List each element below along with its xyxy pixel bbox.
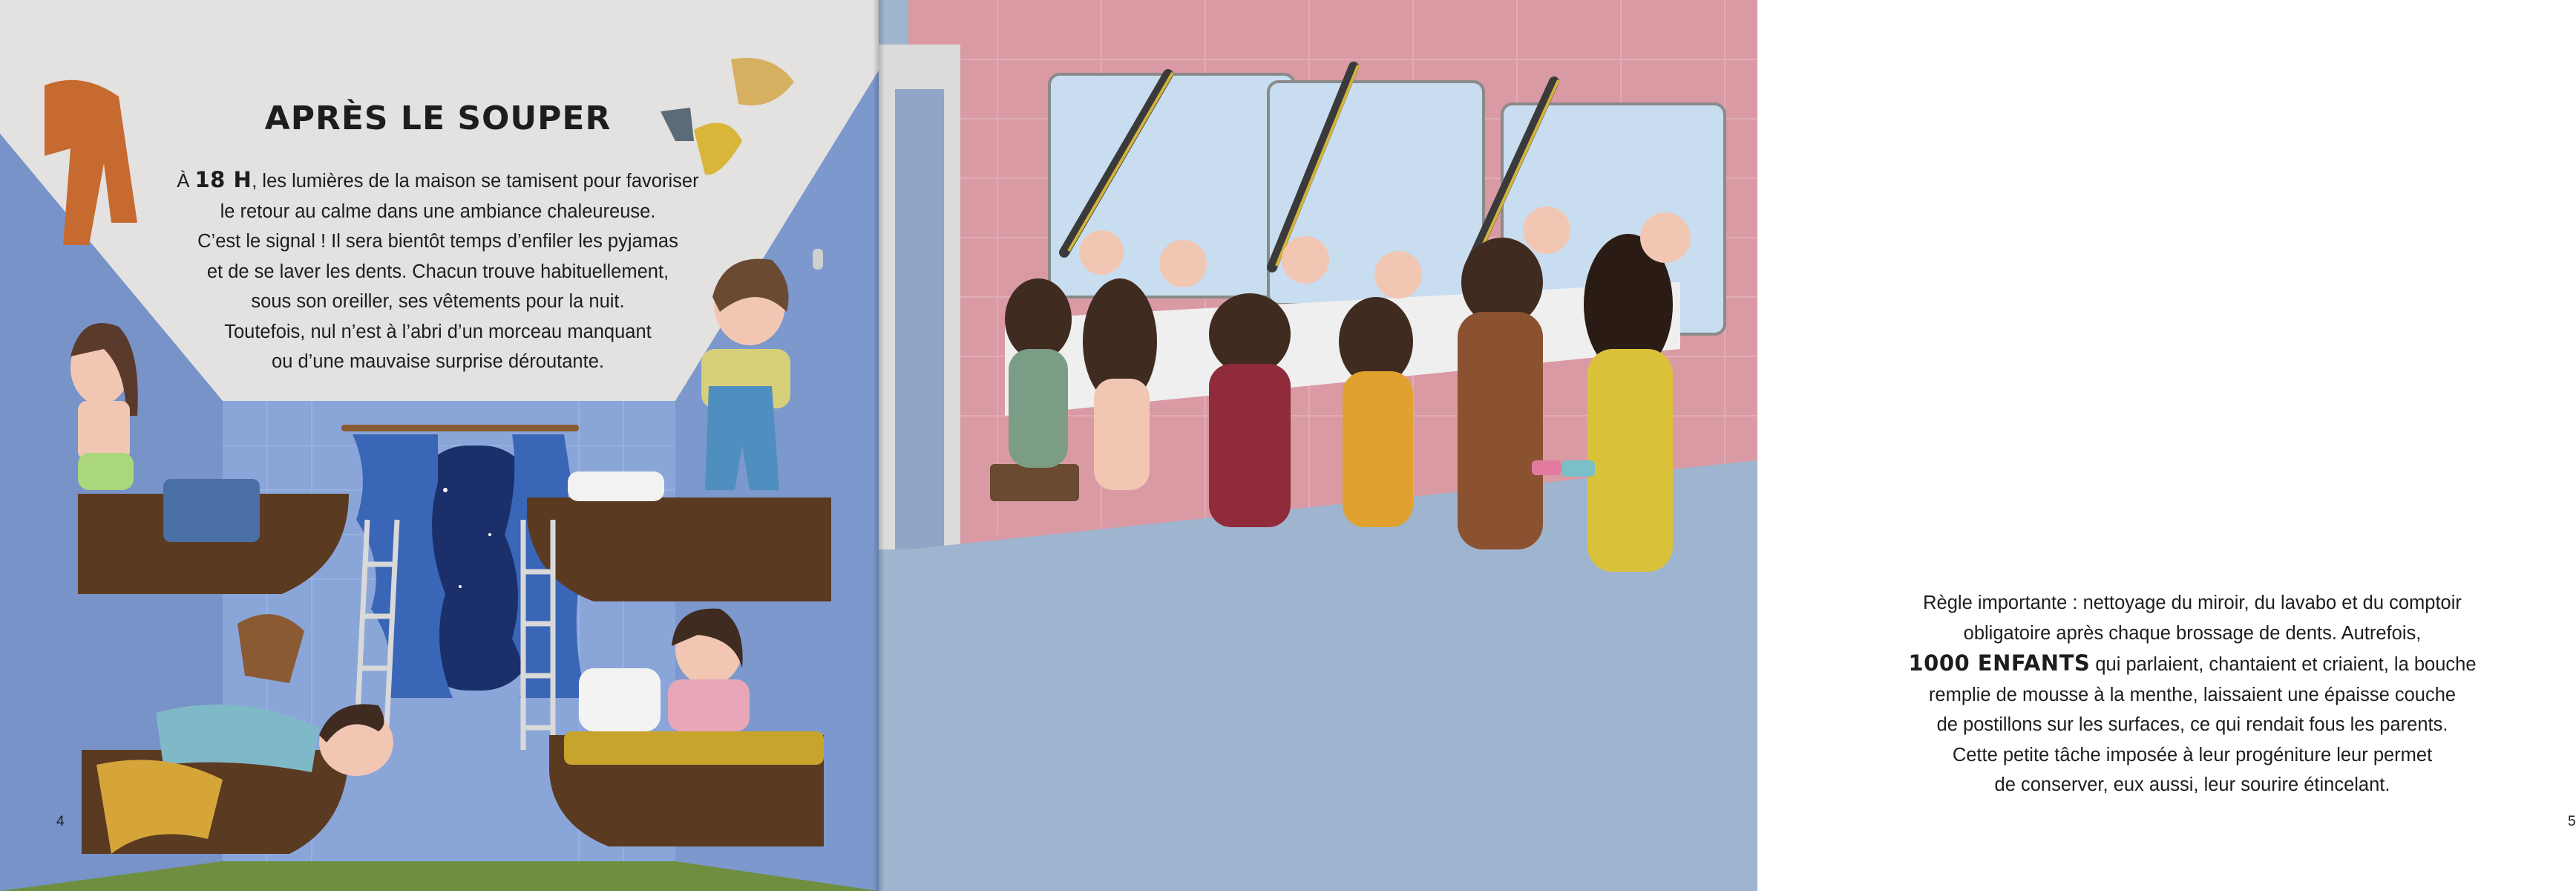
doorway xyxy=(895,89,944,549)
child-back-5 xyxy=(1458,238,1543,549)
child-back-6 xyxy=(1584,234,1673,572)
right-text-block xyxy=(1866,588,2519,800)
time-highlight: 18 H xyxy=(194,167,252,192)
wall-hook xyxy=(813,249,823,270)
right-top-bunk xyxy=(527,497,831,601)
top-pillow xyxy=(568,471,664,501)
step-stool xyxy=(990,464,1079,501)
toothpaste-tube xyxy=(1561,460,1595,477)
bathroom-illustration xyxy=(879,0,1757,891)
page-number-left: 4 xyxy=(56,814,65,829)
child-back-1 xyxy=(1005,278,1072,468)
count-highlight: 1000 ENFANTS xyxy=(1908,650,2091,676)
folded-jeans xyxy=(163,479,260,542)
bottom-pillow xyxy=(579,668,661,731)
child-back-2 xyxy=(1083,278,1157,490)
book-gutter xyxy=(873,0,885,891)
left-page xyxy=(0,0,879,891)
child-back-4 xyxy=(1339,297,1413,527)
yellow-mattress xyxy=(564,731,824,765)
left-paragraph: À 18 H, les lumières de la maison se tamisent pour favoriser le retour au calme dans une ambiance chaleureuse. C’est le signal ! Il sera bientôt temps d’enfiler les pyjamas et de se laver les dents. Chacun trouve habituellement, sous son oreiller, ses vêtements pour la nuit. Toutefois, nul n’est à l’abri d’un morceau manquant ou d’une mauvaise surprise déroutante. xyxy=(177,167,699,372)
page-number-right: 5 xyxy=(2568,814,2576,829)
child-back-3 xyxy=(1209,293,1291,527)
curtain-rod xyxy=(341,425,579,431)
left-text-block xyxy=(126,99,750,377)
page-title: APRÈS LE SOUPER xyxy=(264,99,612,137)
right-page xyxy=(879,0,2576,891)
right-paragraph: Règle importante : nettoyage du miroir, du lavabo et du comptoir obligatoire après chaque brossage de dents. Autrefois, 1000 ENFANTS qui parlaient, chantaient et criaient, la bouche remplie de mousse à la menthe, laissaient une épaisse couche de postillons sur les surfaces, ce qui rendait fous les parents. Cette petite tâche imposée à leur progéniture leur permet de conserver, eux aussi, leur sourire étincelant. xyxy=(1908,593,2477,795)
toothpaste-tube xyxy=(1532,460,1561,475)
